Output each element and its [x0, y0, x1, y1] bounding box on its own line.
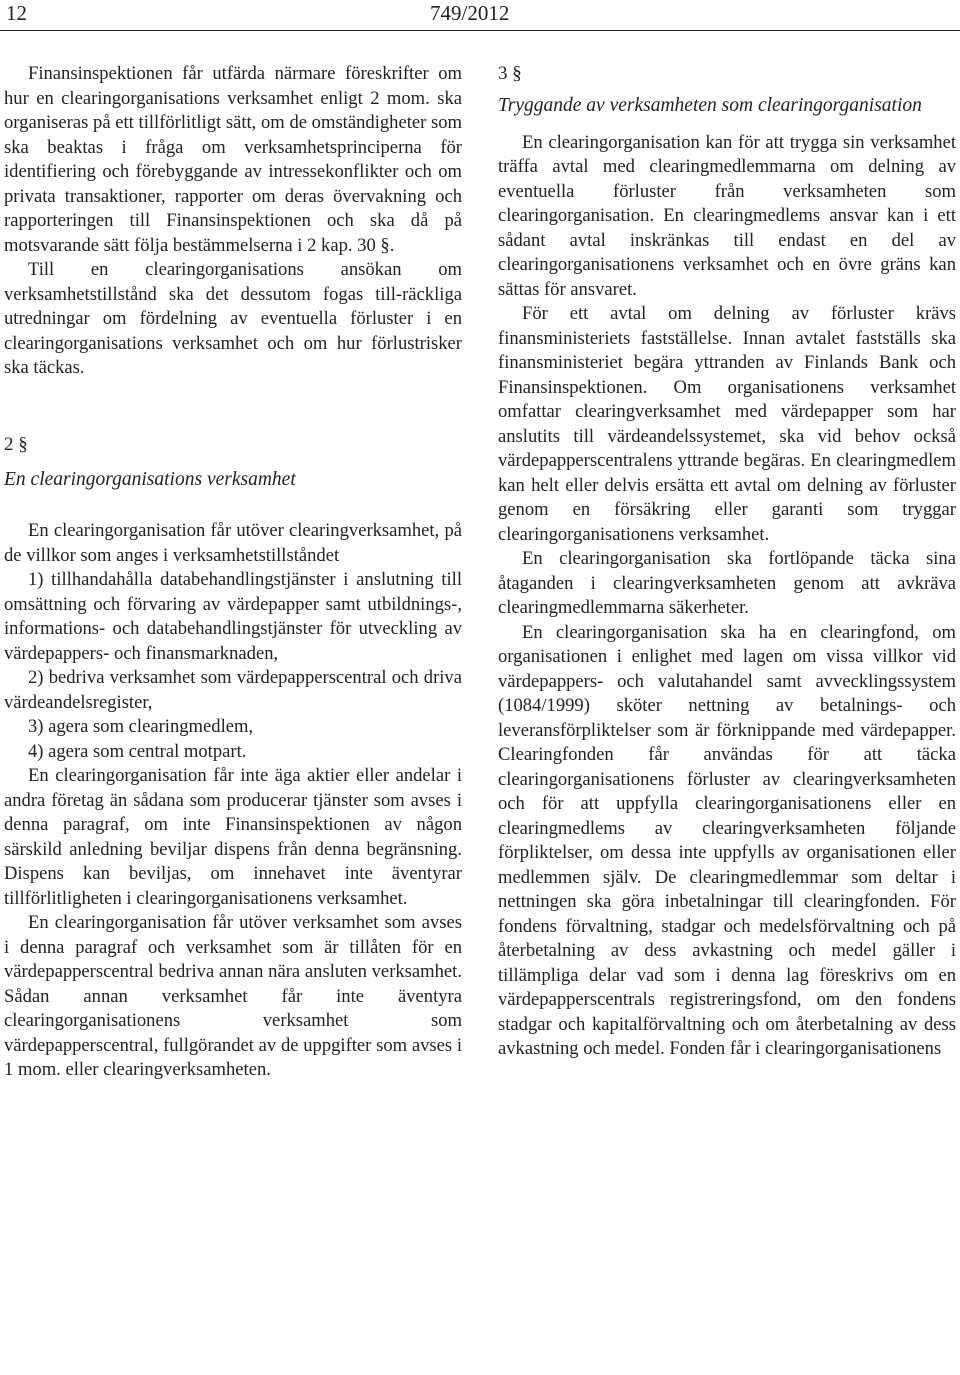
- section-title: En clearingorganisations verksamhet: [4, 469, 296, 490]
- section-number: 3 §: [498, 63, 522, 84]
- list-item: 4) agera som central motpart.: [28, 740, 247, 762]
- left-column: [4, 62, 462, 1083]
- paragraph: En clearingorganisation får inte äga aktier eller andelar i andra företag än sådana som producerar tjänster som avses i denna paragraf, om inte Finansinspektionen av någon särskild anledning beviljar dispens från denna begränsning. Dispens kan beviljas, om innehavet inte äventyrar tillförlitligheten i clearingorganisationens verksamhet.: [4, 765, 462, 909]
- paragraph: Till en clearingorganisations ansökan om verksamhetstillstånd ska det dessutom fogas till-räckliga utredningar om fördelning av eventuella förluster i en clearingorganisations verksamhet och om hur förlustrisker ska täckas.: [4, 259, 462, 378]
- paragraph: En clearingorganisation ska ha en clearingfond, om organisationen i enlighet med lagen om vissa villkor vid värdepappers- och valutahandel samt avvecklingssystem (1084/1999) sköter nettning av betalnings- och leveransförpliktelser som är förknippande med värdepapper. Clearingfonden får användas för att täcka clearingorganisationens förluster av clearingverksamheten och för att uppfylla clearingorganisationens eller en clearingmedlems av clearingverksamheten följande förpliktelser, om dessa inte uppfylls av organisationen eller medlemmen själv. De clearingmedlemmar som deltar i nettningen ska göra inbetalningar till clearingfonden. För fondens förvaltning, stadgar och medelsförvaltning och på återbetalning av dess avkastning och medel gäller i tillämpliga delar vad som i denna lag föreskrivs om en värdepapperscentrals registreringsfond, om den fondens stadgar och kapitalförvaltning och om återbetalning av dess avkastning och medel. Fonden får i clearingorganisationens: [498, 621, 956, 1059]
- paragraph: En clearingorganisation får utöver clearingverksamhet, på de villkor som anges i verksamhetstillståndet: [4, 520, 462, 566]
- paragraph: En clearingorganisation får utöver verksamhet som avses i denna paragraf och verksamhet som är tillåten för en värdepapperscentral bedriva annan nära ansluten verksamhet. Sådan annan verksamhet får inte äventyra clearingorganisationens verksamhet som värdepapperscentral, fullgörandet av de uppgifter som avses i 1 mom. eller clearingverksamheten.: [4, 912, 462, 1080]
- section-title: Tryggande av verksamheten som clearingorganisation: [498, 94, 922, 116]
- list-item: 1) tillhandahålla databehandlingstjänster i anslutning till omsättning och förvaring av värdepapper samt utbildnings-, informations- och databehandlingstjänster för utveckling av värdepappers- och finansmarknaden,: [4, 569, 462, 664]
- list-item: 2) bedriva verksamhet som värdepapperscentral och driva värdeandelsregister,: [4, 667, 462, 713]
- paragraph: En clearingorganisation ska fortlöpande täcka sina åtaganden i clearingverksamheten genom att avkräva clearingmedlemmarna säkerheter.: [498, 548, 956, 618]
- paragraph: För ett avtal om delning av förluster krävs finansministeriets fastställelse. Innan avtalet fastställs ska finansministeriet begära yttranden av Finlands Bank och Finansinspektionen. Om organisationens verksamhet omfattar clearingverksamhet med värdepapper som har anslutits till värdeandelssystemet, ska vid behov också värdepapperscentralens yttrande begäras. En clearingmedlem kan helt eller delvis ersätta ett avtal om delning av förluster genom en försäkring eller garanti som tryggar clearingorganisationens verksamhet.: [498, 303, 956, 545]
- section-number: 2 §: [4, 433, 28, 455]
- page-number: 12: [6, 1, 27, 25]
- paragraph: Finansinspektionen får utfärda närmare föreskrifter om hur en clearingorganisations verksamhet enligt 2 mom. ska organiseras på ett tillförlitligt sätt, om de omständigheter som ska beaktas i fråga om verksamhetsprinciperna för identifiering och förebyggande av intressekonflikter och om privata transaktioner, rapporter om deras övervakning och rapporteringen till Finansinspektionen och ska då på motsvarande sätt följa bestämmelserna i 2 kap. 30 §.: [4, 63, 462, 256]
- page-header: [0, 0, 960, 30]
- document-number: 749/2012: [430, 1, 510, 25]
- right-column: [498, 62, 956, 1062]
- header-rule: [0, 30, 960, 31]
- paragraph: En clearingorganisation kan för att trygga sin verksamhet träffa avtal med clearingmedlemmarna om delning av eventuella förluster från verksamheten som clearingorganisation. En clearingmedlems ansvar kan i ett sådant avtal inskränkas till endast en del av clearingorganisationens verksamhet och en övre gräns kan sättas för ansvaret.: [498, 131, 956, 300]
- list-item: 3) agera som clearingmedlem,: [28, 716, 254, 737]
